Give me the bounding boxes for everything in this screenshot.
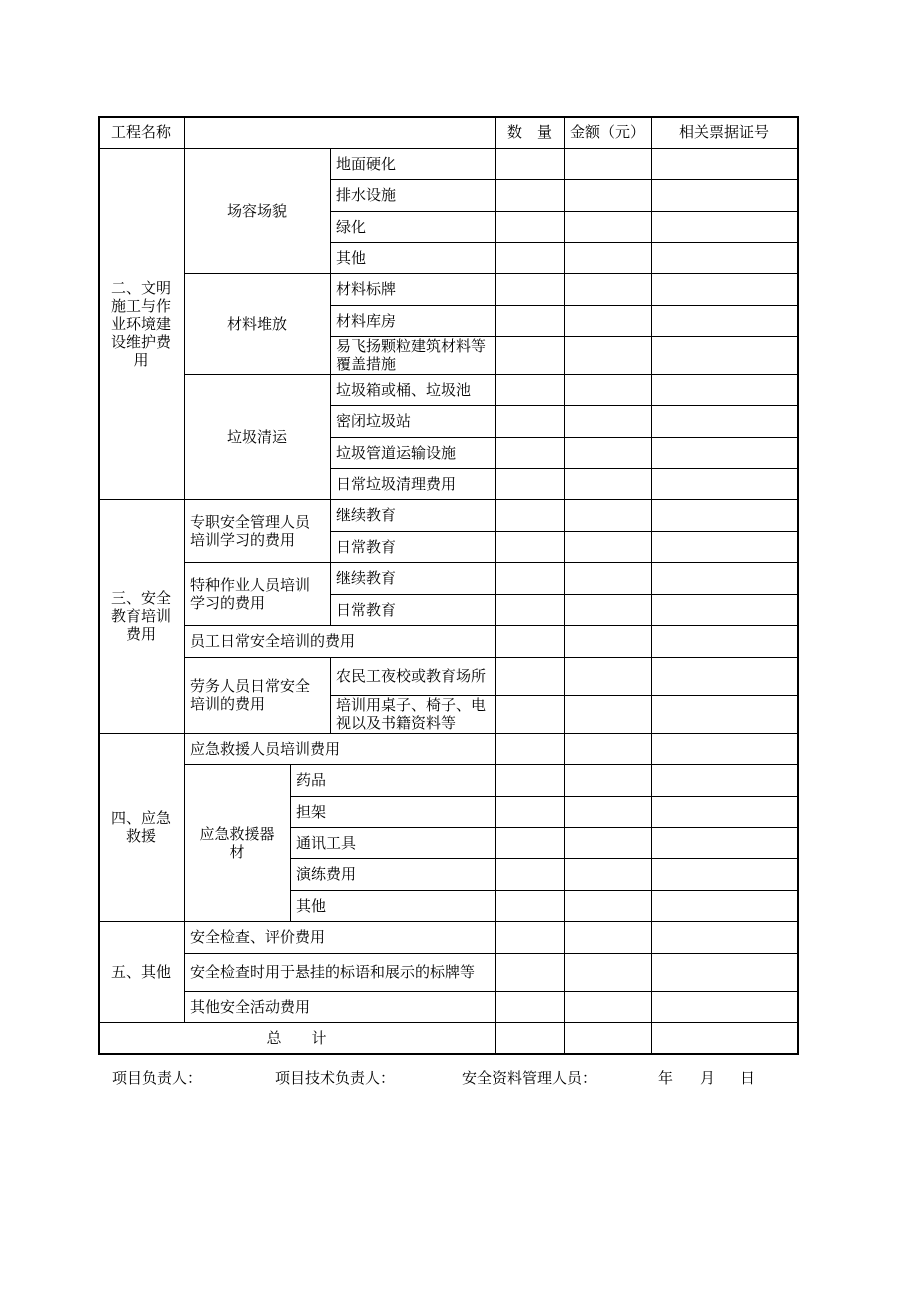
amount-cell[interactable] — [565, 734, 651, 764]
scene-item: 地面硬化 — [336, 154, 397, 173]
quantity-cell[interactable] — [496, 563, 564, 594]
receipt-no-cell[interactable] — [652, 337, 797, 374]
quantity-cell[interactable] — [496, 595, 564, 625]
amount-cell[interactable] — [565, 828, 651, 858]
receipt-no-cell[interactable] — [652, 595, 797, 625]
labor-training-label: 劳务人员日常安全培训的费用 — [190, 677, 311, 713]
project-manager-label: 项目负责人： — [112, 1069, 203, 1087]
equipment-item: 担架 — [296, 802, 327, 821]
quantity-cell[interactable] — [496, 500, 564, 531]
receipt-no-cell[interactable] — [652, 954, 797, 991]
amount-cell[interactable] — [565, 469, 651, 499]
quantity-cell[interactable] — [496, 954, 564, 991]
amount-cell[interactable] — [565, 306, 651, 336]
amount-cell[interactable] — [565, 992, 651, 1022]
equipment-item: 演练费用 — [296, 865, 357, 883]
section-5-label: 五、其他 — [110, 962, 171, 981]
amount-cell[interactable] — [565, 243, 651, 273]
other-item: 安全检查、评价费用 — [190, 928, 326, 946]
special-training-label: 特种作业人员培训学习的费用 — [190, 575, 311, 612]
quantity-cell[interactable] — [496, 891, 564, 921]
amount-cell[interactable] — [565, 658, 651, 695]
amount-cell[interactable] — [565, 595, 651, 625]
material-group-label: 材料堆放 — [226, 314, 287, 333]
receipt-no-cell[interactable] — [652, 626, 797, 657]
amount-cell[interactable] — [565, 375, 651, 405]
receipt-no-cell[interactable] — [652, 891, 797, 921]
special-item: 继续教育 — [336, 569, 397, 587]
quantity-cell[interactable] — [496, 337, 564, 374]
quantity-cell[interactable] — [496, 626, 564, 657]
amount-cell[interactable] — [565, 274, 651, 305]
amount-cell[interactable] — [565, 563, 651, 594]
scene-item: 其他 — [336, 248, 367, 267]
labor-item: 培训用桌子、椅子、电视以及书籍资料等 — [336, 696, 487, 732]
receipt-no-cell[interactable] — [652, 274, 797, 305]
table-rule — [184, 116, 185, 148]
receipt-no-cell[interactable] — [652, 243, 797, 273]
quantity-header: 数 量 — [506, 123, 552, 141]
amount-cell[interactable] — [565, 891, 651, 921]
amount-cell[interactable] — [565, 406, 651, 437]
receipt-no-cell[interactable] — [652, 696, 797, 733]
section-2-label: 二、文明施工与作业环境建设维护费用 — [110, 278, 171, 369]
amount-cell[interactable] — [565, 438, 651, 468]
garbage-item: 密闭垃圾站 — [336, 412, 412, 430]
table-rule — [797, 116, 799, 1055]
garbage-item: 垃圾管道运输设施 — [336, 443, 457, 462]
receipt-no-cell[interactable] — [652, 658, 797, 695]
quantity-cell[interactable] — [496, 765, 564, 796]
amount-cell[interactable] — [565, 500, 651, 531]
quantity-cell[interactable] — [496, 658, 564, 695]
quantity-cell[interactable] — [496, 243, 564, 273]
receipt-no-cell[interactable] — [652, 469, 797, 499]
labor-item: 农民工夜校或教育场所 — [336, 667, 487, 685]
equipment-item: 通讯工具 — [296, 833, 357, 852]
receipt-no-cell[interactable] — [652, 212, 797, 242]
amount-cell[interactable] — [565, 212, 651, 242]
receipt-no-cell[interactable] — [652, 500, 797, 531]
quantity-cell[interactable] — [496, 212, 564, 242]
receipt-no-cell[interactable] — [652, 149, 797, 179]
receipt-no-cell[interactable] — [652, 306, 797, 336]
garbage-item: 垃圾箱或桶、垃圾池 — [336, 380, 472, 399]
special-item: 日常教育 — [336, 600, 397, 619]
safety-staff-label: 安全资料管理人员： — [462, 1069, 598, 1087]
amount-cell[interactable] — [565, 859, 651, 890]
fulltime-item: 日常教育 — [336, 537, 397, 556]
amount-cell[interactable] — [565, 532, 651, 562]
quantity-cell[interactable] — [496, 438, 564, 468]
other-item: 安全检查时用于悬挂的标语和展示的标牌等 — [190, 963, 476, 981]
quantity-cell[interactable] — [496, 532, 564, 562]
receipt-no-cell[interactable] — [652, 828, 797, 858]
amount-cell[interactable] — [565, 954, 651, 991]
quantity-cell[interactable] — [496, 696, 564, 733]
material-item: 材料库房 — [336, 311, 397, 330]
receipt-no-cell[interactable] — [652, 922, 797, 953]
equipment-item: 药品 — [296, 771, 327, 789]
receipt-no-cell[interactable] — [652, 797, 797, 827]
amount-cell[interactable] — [565, 1023, 651, 1053]
amount-cell[interactable] — [565, 149, 651, 179]
tech-manager-label: 项目技术负责人： — [275, 1069, 396, 1087]
receipt-no-cell[interactable] — [652, 180, 797, 211]
receipt-no-cell[interactable] — [652, 406, 797, 437]
garbage-group-label: 垃圾清运 — [226, 427, 287, 446]
day-label: 日 — [740, 1069, 756, 1087]
amount-cell[interactable] — [565, 337, 651, 374]
other-item: 其他安全活动费用 — [190, 997, 311, 1016]
fulltime-training-label: 专职安全管理人员培训学习的费用 — [190, 512, 311, 549]
quantity-cell[interactable] — [496, 922, 564, 953]
receipt-no-cell[interactable] — [652, 563, 797, 594]
fulltime-item: 继续教育 — [336, 506, 397, 524]
equipment-item: 其他 — [296, 896, 327, 915]
project-name-header: 工程名称 — [110, 123, 171, 141]
quantity-cell[interactable] — [496, 734, 564, 764]
receipt-no-cell[interactable] — [652, 734, 797, 764]
table-rule — [98, 1053, 799, 1055]
scene-item: 绿化 — [336, 217, 367, 236]
receipt-no-cell[interactable] — [652, 859, 797, 890]
receipt-no-cell[interactable] — [652, 765, 797, 796]
staff-training-label: 员工日常安全培训的费用 — [190, 632, 356, 650]
amount-cell[interactable] — [565, 765, 651, 796]
year-label: 年 — [658, 1069, 674, 1087]
receipt-no-cell[interactable] — [652, 375, 797, 405]
amount-cell[interactable] — [565, 696, 651, 733]
quantity-cell[interactable] — [496, 859, 564, 890]
quantity-cell[interactable] — [496, 375, 564, 405]
month-label: 月 — [700, 1069, 716, 1087]
quantity-cell[interactable] — [496, 180, 564, 211]
quantity-cell[interactable] — [496, 828, 564, 858]
amount-cell[interactable] — [565, 797, 651, 827]
receipt-no-cell[interactable] — [652, 992, 797, 1022]
amount-cell[interactable] — [565, 922, 651, 953]
quantity-cell[interactable] — [496, 1023, 564, 1053]
emergency-equipment-label: 应急救援器 材 — [199, 824, 290, 861]
amount-cell[interactable] — [565, 180, 651, 211]
total-label: 总 计 — [266, 1028, 327, 1047]
material-item: 易飞扬颗粒建筑材料等覆盖措施 — [336, 337, 487, 373]
scene-group-label: 场容场貌 — [226, 201, 287, 220]
garbage-item: 日常垃圾清理费用 — [336, 474, 457, 493]
quantity-cell[interactable] — [496, 797, 564, 827]
section-4-label: 四、应急救援 — [110, 809, 171, 845]
quantity-cell[interactable] — [496, 469, 564, 499]
receipt-no-cell[interactable] — [652, 532, 797, 562]
quantity-cell[interactable] — [496, 306, 564, 336]
amount-header: 金额（元） — [570, 123, 646, 141]
quantity-cell[interactable] — [496, 992, 564, 1022]
material-item: 材料标牌 — [336, 280, 397, 298]
scene-item: 排水设施 — [336, 186, 397, 204]
section-3-label: 三、安全教育培训费用 — [110, 589, 171, 643]
quantity-cell[interactable] — [496, 274, 564, 305]
emergency-training-label: 应急救援人员培训费用 — [190, 739, 341, 758]
quantity-cell[interactable] — [496, 149, 564, 179]
quantity-cell[interactable] — [496, 406, 564, 437]
amount-cell[interactable] — [565, 626, 651, 657]
receipt-no-cell[interactable] — [652, 438, 797, 468]
receipt-no-cell[interactable] — [652, 1023, 797, 1053]
receipt-no-header: 相关票据证号 — [678, 123, 769, 141]
